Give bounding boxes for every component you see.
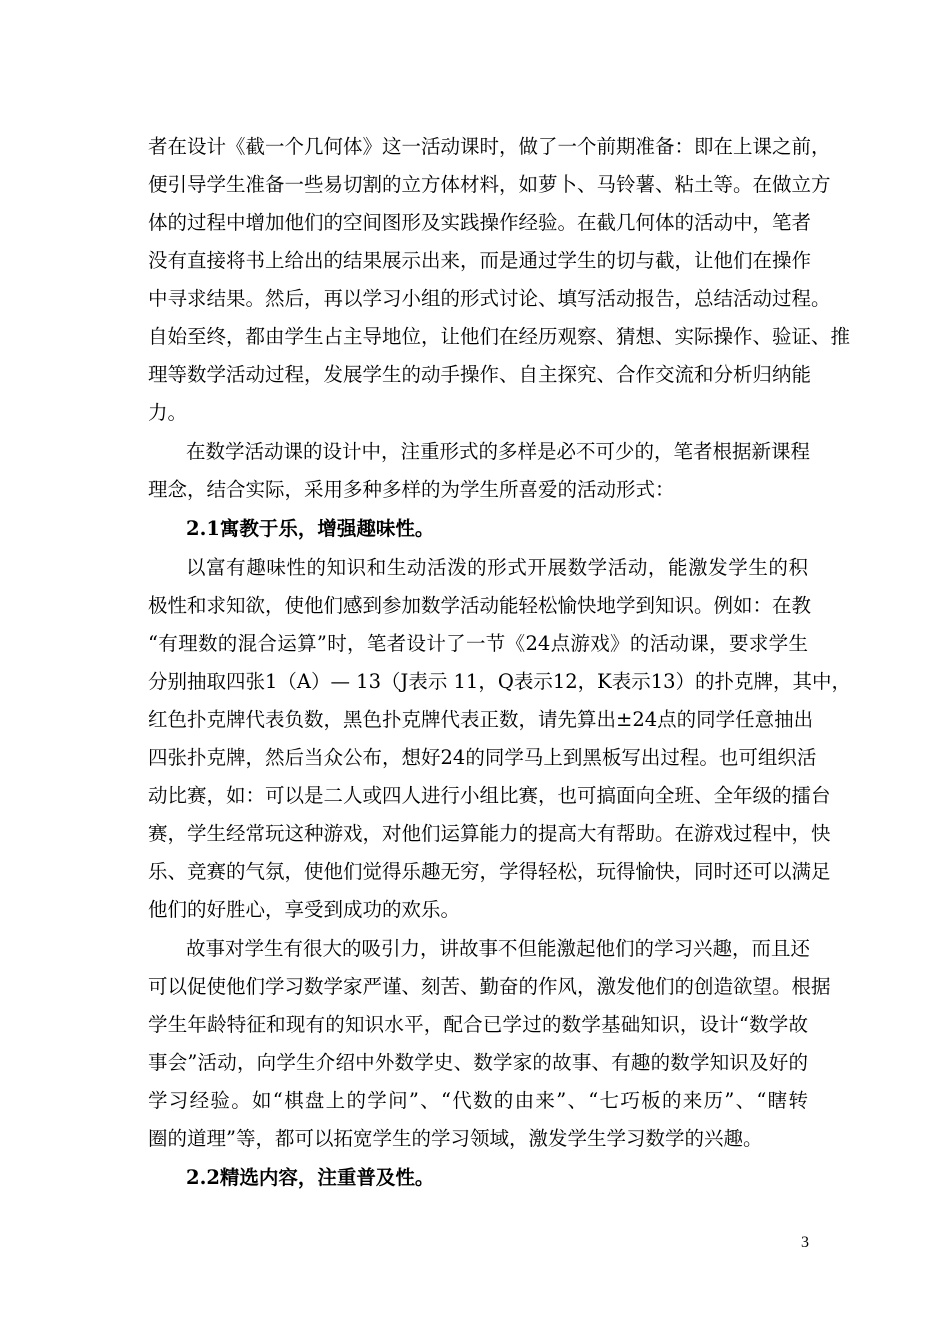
paragraph-line: 理念，结合实际，采用多种多样的为学生所喜爱的活动形式： — [148, 478, 675, 501]
paragraph-line: 四张扑克牌，然后当众公布，想好24的同学马上到黑板写出过程。也可组织活 — [148, 746, 817, 769]
paragraph-line: 故事对学生有很大的吸引力，讲故事不但能激起他们的学习兴趣，而且还 — [186, 937, 811, 960]
paragraph-line: 他们的好胜心，享受到成功的欢乐。 — [148, 898, 461, 921]
paragraph-line: 乐、竞赛的气氛，使他们觉得乐趣无穷，学得轻松，玩得愉快，同时还可以满足 — [148, 860, 831, 883]
paragraph-line: 学习经验。如“棋盘上的学问”、“代数的由来”、“七巧板的来历”、“瞎转 — [148, 1089, 808, 1112]
paragraph-line: 以富有趣味性的知识和生动活泼的形式开展数学活动，能激发学生的积 — [186, 556, 808, 579]
paragraph-line: 可以促使他们学习数学家严谨、刻苦、勤奋的作风，激发他们的创造欲望。根据 — [148, 975, 831, 998]
paragraph-line: 红色扑克牌代表负数，黑色扑克牌代表正数，请先算出±24点的同学任意抽出 — [148, 708, 814, 731]
paragraph-line: 分别抽取四张1（A）— 13（J表示 11，Q表示12，K表示13）的扑克牌，其中， — [148, 670, 852, 693]
paragraph-line: 赛，学生经常玩这种游戏，对他们运算能力的提高大有帮助。在游戏过程中，快 — [148, 822, 831, 845]
paragraph-line: 者在设计《截一个几何体》这一活动课时，做了一个前期准备：即在上课之前， — [148, 135, 831, 158]
page-number: 3 — [801, 1234, 809, 1251]
paragraph-line: “有理数的混合运算”时，笔者设计了一节《24点游戏》的活动课，要求学生 — [148, 632, 808, 655]
paragraph-line: 自始至终，都由学生占主导地位，让他们在经历观察、猜想、实际操作、验证、推 — [148, 325, 851, 348]
paragraph-line: 中寻求结果。然后，再以学习小组的形式讨论、填写活动报告，总结活动过程。 — [148, 287, 831, 310]
paragraph-line: 圈的道理”等，都可以拓宽学生的学习领域，激发学生学习数学的兴趣。 — [148, 1127, 763, 1150]
paragraph-line: 力。 — [148, 401, 188, 424]
paragraph-line: 理等数学活动过程，发展学生的动手操作、自主探究、合作交流和分析归纳能 — [148, 363, 812, 386]
section-heading: 2.2精选内容，注重普及性。 — [186, 1166, 435, 1189]
paragraph-line: 极性和求知欲，使他们感到参加数学活动能轻松愉快地学到知识。例如：在教 — [148, 594, 812, 617]
paragraph-line: 事会”活动，向学生介绍中外数学史、数学家的故事、有趣的数学知识及好的 — [148, 1051, 808, 1074]
paragraph-line: 没有直接将书上给出的结果展示出来，而是通过学生的切与截，让他们在操作 — [148, 249, 812, 272]
paragraph-line: 在数学活动课的设计中，注重形式的多样是必不可少的，笔者根据新课程 — [186, 440, 811, 463]
paragraph-line: 学生年龄特征和现有的知识水平，配合已学过的数学基础知识，设计“数学故 — [148, 1013, 808, 1036]
paragraph-line: 动比赛，如：可以是二人或四人进行小组比赛，也可搞面向全班、全年级的擂台 — [148, 784, 831, 807]
section-heading: 2.1寓教于乐，增强趣味性。 — [186, 517, 435, 540]
paragraph-line: 体的过程中增加他们的空间图形及实践操作经验。在截几何体的活动中，笔者 — [148, 211, 812, 234]
paragraph-line: 便引导学生准备一些易切割的立方体材料，如萝卜、马铃薯、粘土等。在做立方 — [148, 173, 831, 196]
